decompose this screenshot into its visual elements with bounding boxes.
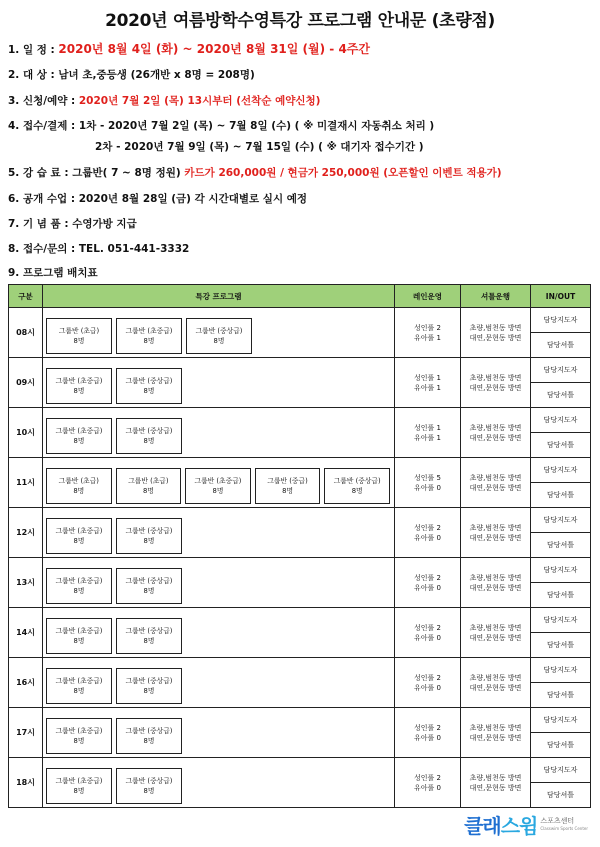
table-row bbox=[9, 658, 591, 683]
lane-cell bbox=[395, 308, 461, 358]
shuttle-cell bbox=[461, 408, 531, 458]
class-name: 그룹반 (초중급) bbox=[194, 476, 242, 485]
shuttle-line: 대연,문현동 방면 bbox=[469, 633, 522, 642]
class-box bbox=[116, 518, 182, 554]
info-apply bbox=[8, 93, 320, 108]
shuttle-line: 초량,범천동 방면 bbox=[469, 773, 522, 782]
shuttle-cell bbox=[461, 308, 531, 358]
logo-sub-small: Classwim Sports Center bbox=[540, 825, 588, 831]
class-name: 그룹반 (중상급) bbox=[125, 626, 173, 635]
lane-line: 유아풀 0 bbox=[414, 633, 441, 642]
class-capacity: 8명 bbox=[73, 436, 85, 445]
lane-line: 성인풀 2 bbox=[414, 723, 441, 732]
period-value: 2020년 8월 4일 (화) ~ 2020년 8월 31일 (월) - 4주간 bbox=[58, 42, 370, 56]
class-name: 그룹반 (초급) bbox=[58, 326, 100, 335]
inout-shuttle: 담당셔틀 bbox=[531, 733, 591, 758]
lane-line: 성인풀 2 bbox=[414, 673, 441, 682]
inout-instructor: 담당지도자 bbox=[531, 658, 591, 683]
inout-shuttle: 담당셔틀 bbox=[531, 633, 591, 658]
class-name: 그룹반 (중상급) bbox=[125, 676, 173, 685]
class-name: 그룹반 (중상급) bbox=[195, 326, 243, 335]
class-capacity: 8명 bbox=[143, 586, 155, 595]
class-name: 그룹반 (중상급) bbox=[125, 776, 173, 785]
class-box bbox=[116, 418, 182, 454]
class-capacity: 8명 bbox=[212, 486, 224, 495]
class-capacity: 8명 bbox=[73, 586, 85, 595]
inout-instructor: 담당지도자 bbox=[531, 358, 591, 383]
shuttle-line: 대연,문현동 방면 bbox=[469, 783, 522, 792]
class-box bbox=[46, 768, 112, 804]
class-name: 그룹반 (중상급) bbox=[125, 376, 173, 385]
class-box bbox=[116, 568, 182, 604]
shuttle-line: 대연,문현동 방면 bbox=[469, 483, 522, 492]
class-box bbox=[255, 468, 321, 504]
lane-cell bbox=[395, 408, 461, 458]
shuttle-line: 대연,문현동 방면 bbox=[469, 733, 522, 742]
time-cell: 11시 bbox=[9, 458, 43, 508]
pay-label: 4. 접수/결제 : bbox=[8, 120, 76, 132]
class-capacity: 8명 bbox=[143, 386, 155, 395]
lane-line: 유아풀 1 bbox=[414, 383, 441, 392]
contact-value: TEL. 051-441-3332 bbox=[78, 243, 190, 255]
program-cell bbox=[43, 658, 395, 708]
program-cell bbox=[43, 758, 395, 808]
class-box bbox=[46, 368, 112, 404]
shuttle-cell bbox=[461, 508, 531, 558]
class-capacity: 8명 bbox=[73, 786, 85, 795]
class-capacity: 8명 bbox=[143, 736, 155, 745]
time-cell: 13시 bbox=[9, 558, 43, 608]
table-row bbox=[9, 458, 591, 483]
inout-shuttle: 담당셔틀 bbox=[531, 333, 591, 358]
shuttle-line: 초량,범천동 방면 bbox=[469, 623, 522, 632]
shuttle-line: 대연,문현동 방면 bbox=[469, 333, 522, 342]
class-box bbox=[116, 468, 182, 504]
gift-value: 수영가방 지급 bbox=[72, 218, 137, 230]
program-cell bbox=[43, 408, 395, 458]
class-name: 그룹반 (초중급) bbox=[55, 626, 103, 635]
lane-cell bbox=[395, 458, 461, 508]
inout-shuttle: 담당셔틀 bbox=[531, 483, 591, 508]
info-period bbox=[8, 40, 370, 57]
shuttle-line: 대연,문현동 방면 bbox=[469, 533, 522, 542]
program-boxes bbox=[43, 612, 394, 654]
lane-line: 유아풀 0 bbox=[414, 733, 441, 742]
lane-line: 성인풀 1 bbox=[414, 373, 441, 382]
class-name: 그룹반 (초중급) bbox=[55, 776, 103, 785]
class-name: 그룹반 (중상급) bbox=[125, 426, 173, 435]
lane-line: 성인풀 2 bbox=[414, 623, 441, 632]
logo-text-b: 스윔 bbox=[500, 814, 538, 838]
shuttle-line: 초량,범천동 방면 bbox=[469, 473, 522, 482]
time-cell: 16시 bbox=[9, 658, 43, 708]
class-capacity: 8명 bbox=[143, 786, 155, 795]
lane-line: 유아풀 0 bbox=[414, 583, 441, 592]
fee-class: 그룹반( 7 ~ 8명 정원) bbox=[72, 167, 181, 179]
lane-line: 성인풀 2 bbox=[414, 773, 441, 782]
inout-instructor: 담당지도자 bbox=[531, 458, 591, 483]
lane-cell bbox=[395, 358, 461, 408]
target-label: 2. 대 상 : bbox=[8, 69, 55, 81]
lane-line: 성인풀 1 bbox=[414, 423, 441, 432]
class-capacity: 8명 bbox=[143, 336, 155, 345]
shuttle-cell bbox=[461, 358, 531, 408]
table-header-row bbox=[9, 285, 591, 308]
table-row bbox=[9, 358, 591, 383]
class-capacity: 8명 bbox=[143, 536, 155, 545]
logo-text-a: 클래 bbox=[464, 814, 501, 838]
class-box bbox=[324, 468, 390, 504]
info-fee bbox=[8, 165, 502, 180]
info-open bbox=[8, 191, 307, 206]
inout-shuttle: 담당셔틀 bbox=[531, 383, 591, 408]
shuttle-line: 초량,범천동 방면 bbox=[469, 573, 522, 582]
time-cell: 08시 bbox=[9, 308, 43, 358]
class-name: 그룹반 (중급) bbox=[267, 476, 308, 485]
lane-cell bbox=[395, 608, 461, 658]
time-cell: 09시 bbox=[9, 358, 43, 408]
apply-value: 2020년 7월 2일 (목) 13시부터 (선착순 예약신청) bbox=[78, 95, 321, 107]
class-capacity: 8명 bbox=[73, 486, 85, 495]
class-box bbox=[46, 668, 112, 704]
shuttle-line: 대연,문현동 방면 bbox=[469, 383, 522, 392]
logo-wordmark bbox=[464, 810, 537, 839]
program-boxes bbox=[43, 512, 394, 554]
inout-instructor: 담당지도자 bbox=[531, 308, 591, 333]
inout-shuttle: 담당셔틀 bbox=[531, 433, 591, 458]
class-box bbox=[46, 618, 112, 654]
class-name: 그룹반 (중상급) bbox=[125, 726, 173, 735]
brand-logo bbox=[464, 810, 588, 839]
shuttle-line: 대연,문현동 방면 bbox=[469, 683, 522, 692]
shuttle-cell bbox=[461, 708, 531, 758]
program-cell bbox=[43, 458, 395, 508]
table-row bbox=[9, 558, 591, 583]
class-name: 그룹반 (중상급) bbox=[333, 476, 381, 485]
class-box bbox=[185, 468, 251, 504]
shuttle-line: 초량,범천동 방면 bbox=[469, 673, 522, 682]
contact-label: 8. 접수/문의 : bbox=[8, 243, 76, 255]
class-capacity: 8명 bbox=[73, 336, 85, 345]
class-name: 그룹반 (초급) bbox=[128, 476, 169, 485]
time-cell: 14시 bbox=[9, 608, 43, 658]
program-boxes bbox=[43, 412, 394, 454]
logo-sub bbox=[540, 817, 588, 833]
shuttle-cell bbox=[461, 558, 531, 608]
shuttle-line: 초량,범천동 방면 bbox=[469, 373, 522, 382]
lane-line: 유아풀 0 bbox=[414, 483, 441, 492]
info-target bbox=[8, 67, 255, 82]
lane-line: 성인풀 2 bbox=[414, 323, 441, 332]
class-box bbox=[46, 568, 112, 604]
program-boxes bbox=[43, 362, 394, 404]
inout-instructor: 담당지도자 bbox=[531, 758, 591, 783]
header-inout: IN/OUT bbox=[531, 285, 591, 308]
lane-cell bbox=[395, 708, 461, 758]
class-capacity: 8명 bbox=[143, 686, 155, 695]
page-title: 2020년 여름방학수영특강 프로그램 안내문 (초량점) bbox=[105, 11, 495, 31]
inout-instructor: 담당지도자 bbox=[531, 558, 591, 583]
lane-line: 성인풀 5 bbox=[414, 473, 441, 482]
inout-shuttle: 담당셔틀 bbox=[531, 583, 591, 608]
fee-price: 카드가 260,000원 / 현금가 250,000원 (오픈할인 이벤트 적용가) bbox=[184, 167, 502, 179]
lane-line: 유아풀 1 bbox=[414, 433, 441, 442]
header-lane: 레인운영 bbox=[395, 285, 461, 308]
class-box bbox=[186, 318, 252, 354]
class-box bbox=[46, 418, 112, 454]
lane-line: 성인풀 2 bbox=[414, 523, 441, 532]
shuttle-cell bbox=[461, 758, 531, 808]
info-pay-2 bbox=[95, 139, 424, 154]
class-name: 그룹반 (초중급) bbox=[55, 526, 103, 535]
header-shuttle: 셔틀운행 bbox=[461, 285, 531, 308]
class-capacity: 8명 bbox=[73, 736, 85, 745]
logo-sub-text: 스포츠센터 bbox=[540, 816, 575, 825]
lane-line: 성인풀 2 bbox=[414, 573, 441, 582]
table-section-label: 9. 프로그램 배치표 bbox=[8, 267, 98, 279]
lane-cell bbox=[395, 658, 461, 708]
program-boxes bbox=[43, 662, 394, 704]
class-capacity: 8명 bbox=[213, 336, 225, 345]
shuttle-cell bbox=[461, 658, 531, 708]
class-box bbox=[116, 618, 182, 654]
shuttle-line: 초량,범천동 방면 bbox=[469, 423, 522, 432]
fee-label: 5. 강 습 료 : bbox=[8, 167, 69, 179]
program-cell bbox=[43, 608, 395, 658]
program-cell bbox=[43, 558, 395, 608]
table-row bbox=[9, 608, 591, 633]
program-boxes bbox=[43, 462, 394, 504]
pay-value-1: 1차 - 2020년 7월 2일 (목) ~ 7월 8일 (수) ( ※ 미결재시 자동취소 처리 ) bbox=[78, 120, 435, 132]
lane-cell bbox=[395, 758, 461, 808]
time-cell: 18시 bbox=[9, 758, 43, 808]
class-name: 그룹반 (초중급) bbox=[55, 726, 103, 735]
target-value: 남녀 초,중등생 (26개반 x 8명 = 208명) bbox=[58, 69, 255, 81]
class-capacity: 8명 bbox=[143, 436, 155, 445]
class-capacity: 8명 bbox=[73, 686, 85, 695]
time-cell: 17시 bbox=[9, 708, 43, 758]
class-name: 그룹반 (초중급) bbox=[55, 576, 103, 585]
lane-line: 유아풀 0 bbox=[414, 783, 441, 792]
class-name: 그룹반 (초중급) bbox=[55, 376, 103, 385]
table-row bbox=[9, 508, 591, 533]
time-cell: 12시 bbox=[9, 508, 43, 558]
program-cell bbox=[43, 508, 395, 558]
class-name: 그룹반 (초중급) bbox=[55, 676, 103, 685]
program-cell bbox=[43, 308, 395, 358]
gift-label: 7. 기 념 품 : bbox=[8, 218, 69, 230]
class-box bbox=[116, 768, 182, 804]
shuttle-line: 초량,범천동 방면 bbox=[469, 723, 522, 732]
program-cell bbox=[43, 358, 395, 408]
program-cell bbox=[43, 708, 395, 758]
class-name: 그룹반 (초중급) bbox=[125, 326, 173, 335]
class-box bbox=[116, 368, 182, 404]
inout-instructor: 담당지도자 bbox=[531, 508, 591, 533]
table-row bbox=[9, 708, 591, 733]
shuttle-line: 대연,문현동 방면 bbox=[469, 583, 522, 592]
lane-line: 유아풀 0 bbox=[414, 533, 441, 542]
header-time: 구분 bbox=[9, 285, 43, 308]
class-box bbox=[116, 668, 182, 704]
class-name: 그룹반 (초중급) bbox=[55, 426, 103, 435]
shuttle-line: 대연,문현동 방면 bbox=[469, 433, 522, 442]
class-name: 그룹반 (중상급) bbox=[125, 576, 173, 585]
class-capacity: 8명 bbox=[143, 636, 155, 645]
pay-value-2: 2차 - 2020년 7월 9일 (목) ~ 7월 15일 (수) ( ※ 대기자 접수기간 ) bbox=[95, 141, 424, 153]
class-name: 그룹반 (중상급) bbox=[125, 526, 173, 535]
header-program: 특강 프로그램 bbox=[43, 285, 395, 308]
program-boxes bbox=[43, 312, 394, 354]
period-label: 1. 일 정 : bbox=[8, 44, 55, 56]
lane-line: 유아풀 1 bbox=[414, 333, 441, 342]
open-value: 2020년 8월 28일 (금) 각 시간대별로 실시 예정 bbox=[78, 193, 308, 205]
class-box bbox=[116, 718, 182, 754]
shuttle-cell bbox=[461, 608, 531, 658]
inout-instructor: 담당지도자 bbox=[531, 708, 591, 733]
program-boxes bbox=[43, 562, 394, 604]
class-box bbox=[46, 318, 112, 354]
apply-label: 3. 신청/예약 : bbox=[8, 95, 76, 107]
inout-shuttle: 담당셔틀 bbox=[531, 783, 591, 808]
info-pay-1 bbox=[8, 118, 434, 133]
class-capacity: 8명 bbox=[351, 486, 363, 495]
class-capacity: 8명 bbox=[142, 486, 154, 495]
table-row bbox=[9, 308, 591, 333]
class-capacity: 8명 bbox=[73, 536, 85, 545]
lane-cell bbox=[395, 508, 461, 558]
shuttle-line: 초량,범천동 방면 bbox=[469, 323, 522, 332]
table-row bbox=[9, 408, 591, 433]
class-capacity: 8명 bbox=[73, 636, 85, 645]
shuttle-line: 초량,범천동 방면 bbox=[469, 523, 522, 532]
lane-cell bbox=[395, 558, 461, 608]
inout-shuttle: 담당셔틀 bbox=[531, 533, 591, 558]
inout-shuttle: 담당셔틀 bbox=[531, 683, 591, 708]
class-name: 그룹반 (초급) bbox=[58, 476, 99, 485]
class-box bbox=[46, 518, 112, 554]
inout-instructor: 담당지도자 bbox=[531, 408, 591, 433]
class-box bbox=[46, 468, 112, 504]
class-box bbox=[46, 718, 112, 754]
inout-instructor: 담당지도자 bbox=[531, 608, 591, 633]
time-cell: 10시 bbox=[9, 408, 43, 458]
shuttle-cell bbox=[461, 458, 531, 508]
class-box bbox=[116, 318, 182, 354]
info-contact bbox=[8, 241, 189, 256]
program-boxes bbox=[43, 762, 394, 804]
info-gift bbox=[8, 216, 137, 231]
schedule-table bbox=[8, 284, 591, 808]
lane-line: 유아풀 0 bbox=[414, 683, 441, 692]
class-capacity: 8명 bbox=[282, 486, 294, 495]
program-boxes bbox=[43, 712, 394, 754]
table-row bbox=[9, 758, 591, 783]
open-label: 6. 공개 수업 : bbox=[8, 193, 76, 205]
class-capacity: 8명 bbox=[73, 386, 85, 395]
